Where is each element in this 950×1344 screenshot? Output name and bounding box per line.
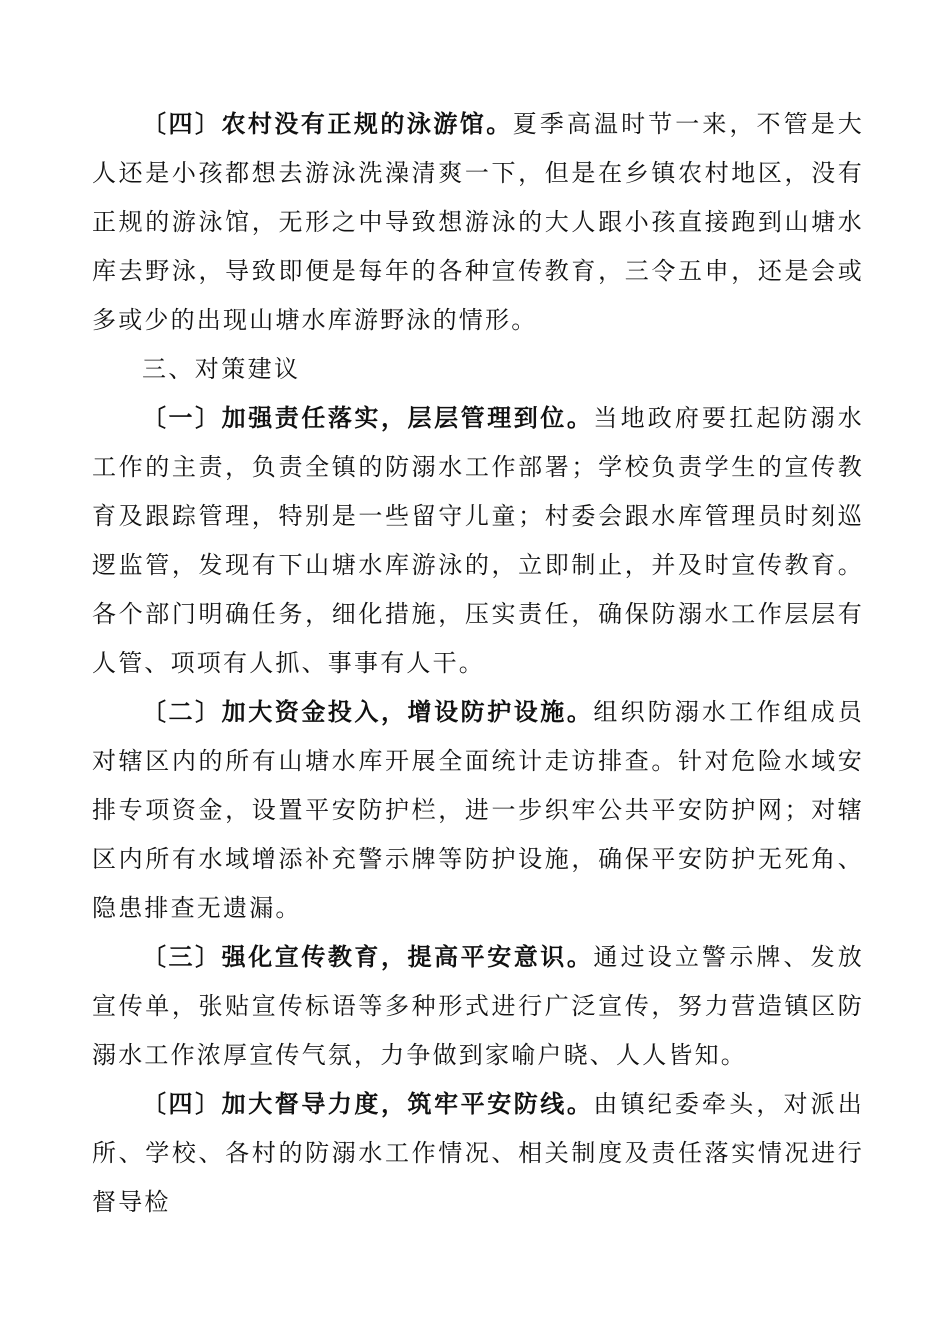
paragraph-supervision bbox=[92, 1080, 864, 1227]
paragraph-lead: 〔三〕强化宣传教育，提高平安意识。 bbox=[142, 943, 594, 971]
paragraph-lead: 〔四〕加大督导力度，筑牢平安防线。 bbox=[142, 1090, 594, 1118]
paragraph-lead: 〔二〕加大资金投入，增设防护设施。 bbox=[142, 698, 594, 726]
section-heading: 三、对策建议 bbox=[142, 355, 301, 383]
paragraph-body: 通过设立警示牌、发放宣传单，张贴宣传标语等多种形式进行广泛宣传，努力营造镇区防溺水工作浓厚宣传气氛，力争做到家喻户晓、人人皆知。 bbox=[92, 943, 865, 1069]
paragraph-body: 夏季高温时节一来，不管是大人还是小孩都想去游泳洗澡清爽一下，但是在乡镇农村地区，没有正规的游泳馆，无形之中导致想游泳的大人跟小孩直接跑到山塘水库去野泳，导致即便是每年的各种宣传教育，三令五申，还是会或多或少的出现山塘水库游野泳的情形。 bbox=[92, 110, 864, 334]
paragraph-body: 由镇纪委牵头，对派出所、学校、各村的防溺水工作情况、相关制度及责任落实情况进行督导检 bbox=[92, 1090, 865, 1216]
paragraph-responsibility bbox=[92, 394, 864, 688]
paragraph-body: 当地政府要扛起防溺水工作的主责，负责全镇的防溺水工作部署；学校负责学生的宣传教育及跟踪管理，特别是一些留守儿童；村委会跟水库管理员时刻巡逻监管，发现有下山塘水库游泳的，立即制止，并及时宣传教育。各个部门明确任务，细化措施，压实责任，确保防溺水工作层层有人管、项项有人抓、事事有人干。 bbox=[92, 404, 865, 677]
paragraph-publicity bbox=[92, 933, 864, 1080]
paragraph-rural-pools bbox=[92, 100, 864, 345]
paragraph-lead: 〔一〕加强责任落实，层层管理到位。 bbox=[142, 404, 594, 432]
paragraph-lead: 〔四〕农村没有正规的泳游馆。 bbox=[142, 110, 513, 138]
paragraph-funding bbox=[92, 688, 864, 933]
paragraph-body: 组织防溺水工作组成员对辖区内的所有山塘水库开展全面统计走访排查。针对危险水域安排专项资金，设置平安防护栏，进一步织牢公共平安防护网；对辖区内所有水域增添补充警示牌等防护设施，确保平安防护无死角、隐患排查无遗漏。 bbox=[92, 698, 865, 922]
